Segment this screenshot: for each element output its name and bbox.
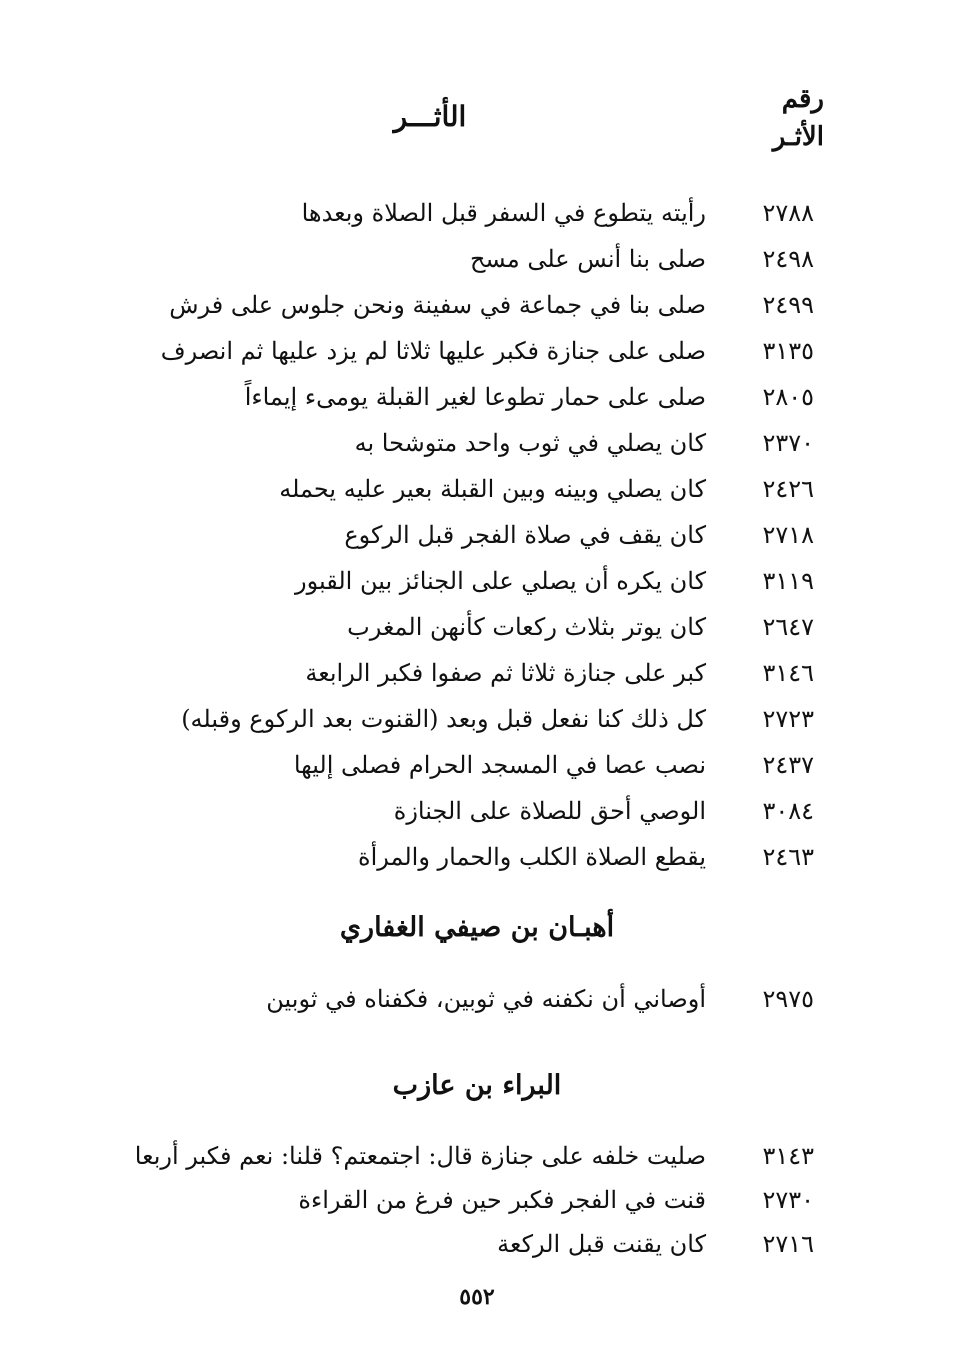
list-item [54,375,814,419]
entry-number: ٣٠٨٤ [762,797,814,825]
entry-text: صليت خلفه على جنازة قال: اجتمعتم؟ قلنا: نعم فكبر أربعا [134,1142,706,1170]
entry-number: ٢٤٦٣ [762,843,814,871]
list-item [54,237,814,281]
entry-text: رأيته يتطوع في السفر قبل الصلاة وبعدها [301,199,706,227]
list-item [54,743,814,787]
page-number: ٥٥٢ [459,1284,495,1310]
list-item [54,329,814,373]
entry-text: كبر على جنازة ثلاثا ثم صفوا فكبر الرابعة [305,659,706,687]
entry-text: نصب عصا في المسجد الحرام فصلى إليها [293,751,706,779]
entry-number: ٢٤٢٦ [762,475,814,503]
entry-number: ٢٦٤٧ [762,613,814,641]
entry-number: ٢٧٨٨ [762,199,814,227]
list-item [54,1178,814,1222]
entry-number: ٣١٤٦ [762,659,814,687]
athar-header-text: الأثـــر [393,100,467,133]
number-column-header [734,80,824,156]
list-item [54,651,814,695]
list-item [54,835,814,879]
entry-number: ٢٤٩٩ [762,291,814,319]
section-heading: أهبـان بن صيفي الغفاري [339,912,615,943]
list-item [54,467,814,511]
list-item [54,283,814,327]
entry-text: يقطع الصلاة الكلب والحمار والمرأة [358,843,706,871]
entry-number: ٢٧٣٠ [762,1186,814,1214]
entry-text: كان يصلي وبينه وبين القبلة بعير عليه يحمله [279,475,706,503]
entry-number: ٢٧١٦ [762,1230,814,1258]
entry-number: ٢٧٢٣ [762,705,814,733]
entry-text: صلى على جنازة فكبر عليها ثلاثا لم يزد عليها ثم انصرف [160,337,706,365]
entry-text: صلى على حمار تطوعا لغير القبلة يومىء إيماءاً [244,383,706,411]
entry-text: كل ذلك كنا نفعل قبل وبعد (القنوت بعد الركوع وقبله) [181,705,706,733]
list-item [54,513,814,557]
list-item [54,559,814,603]
entry-number: ٣١٣٥ [762,337,814,365]
entry-text: كان يقنت قبل الركعة [497,1230,706,1258]
entry-text: صلى بنا أنس على مسح [469,245,706,273]
entry-text: الوصي أحق للصلاة على الجنازة [393,797,706,825]
entry-text: كان يقف في صلاة الفجر قبل الركوع [344,521,706,549]
list-item [54,697,814,741]
list-item [54,605,814,649]
athar-column-header [330,100,530,133]
entry-text: كان يكره أن يصلي على الجنائز بين القبور [294,567,706,595]
section-heading: البراء بن عازب [392,1070,562,1101]
number-header-line1: رقم [781,84,824,114]
entry-number: ٣١٤٣ [762,1142,814,1170]
entry-text: قنت في الفجر فكبر حين فرغ من القراءة [298,1186,706,1214]
list-item [54,1222,814,1266]
list-item [54,421,814,465]
list-item [54,789,814,833]
entry-number: ٢٤٣٧ [762,751,814,779]
list-item [54,977,814,1021]
entry-text: كان يوتر بثلاث ركعات كأنهن المغرب [347,613,706,641]
entry-number: ٢٩٧٥ [762,985,814,1013]
list-item [54,191,814,235]
entry-number: ٢٧١٨ [762,521,814,549]
entry-text: كان يصلي في ثوب واحد متوشحا به [354,429,706,457]
list-item [54,1134,814,1178]
entry-text: صلى بنا في جماعة في سفينة ونحن جلوس على فرش [169,291,706,319]
entry-number: ٢٨٠٥ [762,383,814,411]
entry-number: ٢٤٩٨ [762,245,814,273]
entry-number: ٢٣٧٠ [762,429,814,457]
number-header-line2: الأثـر [772,122,824,152]
entry-text: أوصاني أن نكفنه في ثوبين، فكفناه في ثوبين [266,985,706,1013]
entry-number: ٣١١٩ [762,567,814,595]
